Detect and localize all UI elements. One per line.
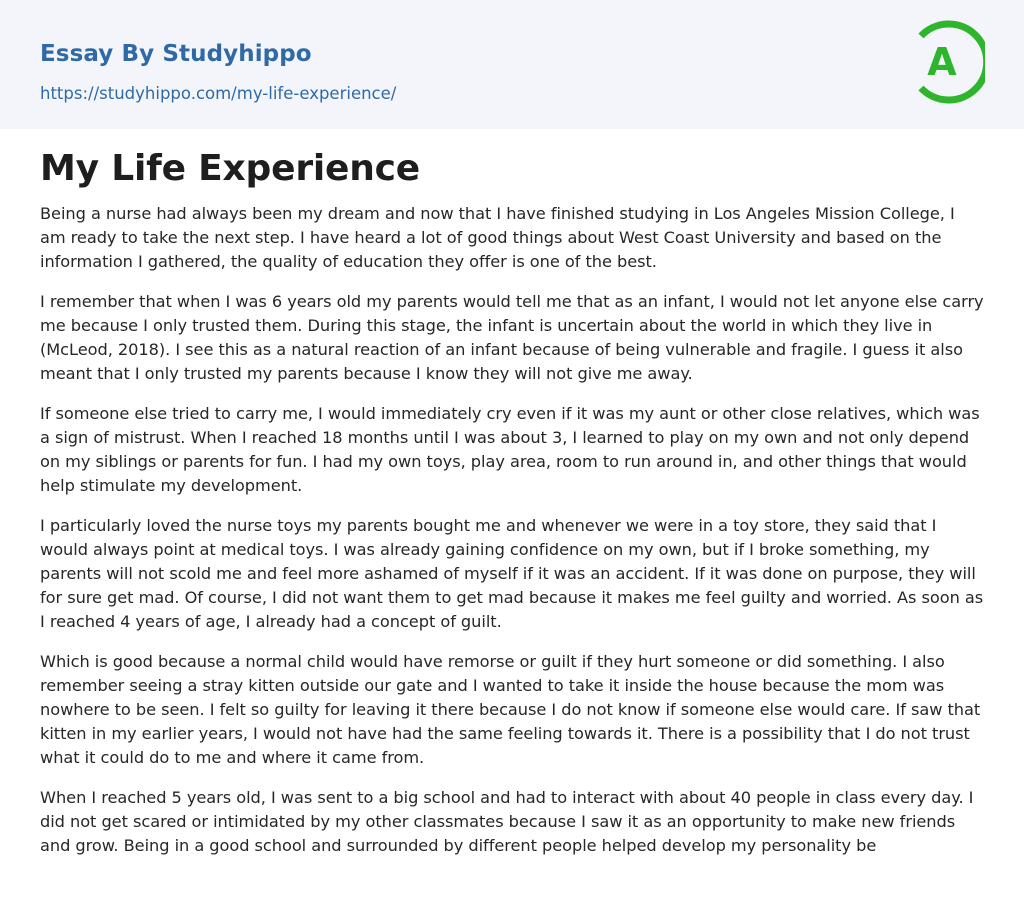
essay-paragraph-1: Being a nurse had always been my dream and now that I have finished studying in Los Angeles Mission College, I am ready to take the next step. I have heard a lot of good things about West Coast University and based on the information I gathered, the quality of education they offer is one of the best. [40, 204, 955, 271]
essay-body [40, 202, 984, 858]
source-url-link[interactable]: https://studyhippo.com/my-life-experience/ [40, 84, 397, 103]
site-header [0, 0, 1024, 129]
brand-title[interactable]: Essay By Studyhippo [40, 41, 312, 67]
essay-paragraph-4: I particularly loved the nurse toys my parents bought me and whenever we were in a toy store, they said that I would always point at medical toys. I was already gaining confidence on my own, but if I broke something, my parents will not scold me and feel more ashamed of myself if it was an accident. If it was done on purpose, they will for sure get mad. Of course, I did not want them to get mad because it makes me feel guilty and worried. As soon as I reached 4 years of age, I already had a concept of guilt. [40, 516, 984, 631]
studyhippo-a-logo-icon[interactable] [913, 19, 985, 105]
logo-letter: A [927, 40, 957, 84]
essay-paragraph-3: If someone else tried to carry me, I would immediately cry even if it was my aunt or other close relatives, which was a sign of mistrust. When I reached 18 months until I was about 3, I learned to play on my own and not only depend on my siblings or parents for fun. I had my own toys, play area, room to run around in, and other things that would help stimulate my development. [40, 404, 980, 495]
essay-content [0, 129, 1024, 858]
essay-paragraph-5: Which is good because a normal child would have remorse or guilt if they hurt someone or did something. I also remember seeing a stray kitten outside our gate and I wanted to take it inside the house because the mom was nowhere to be seen. I felt so guilty for leaving it there because I do not know if someone else would care. If saw that kitten in my earlier years, I would not have had the same feeling towards it. There is a possibility that I do not trust what it could do to me and where it came from. [40, 652, 981, 767]
essay-paragraph-6: When I reached 5 years old, I was sent to a big school and had to interact with about 40 people in class every day. I did not get scared or intimidated by my other classmates because I saw it as an opportunity to make new friends and grow. Being in a good school and surrounded by different people helped develop my personality be [40, 788, 974, 855]
page-title: My Life Experience [40, 148, 421, 189]
essay-paragraph-2: I remember that when I was 6 years old my parents would tell me that as an infant, I would not let anyone else carry me because I only trusted them. During this stage, the infant is uncertain about the world in which they live in (McLeod, 2018). I see this as a natural reaction of an infant because of being vulnerable and fragile. I guess it also meant that I only trusted my parents because I know they will not give me away. [40, 292, 984, 383]
